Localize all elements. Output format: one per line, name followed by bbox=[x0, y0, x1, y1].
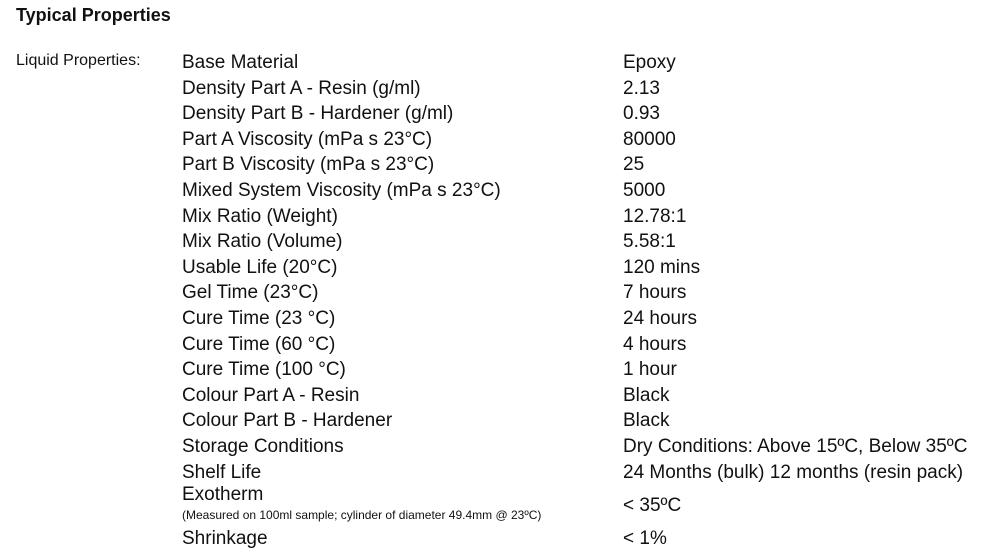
property-name: Mixed System Viscosity (mPa s 23°C) bbox=[182, 179, 501, 201]
property-name: Storage Conditions bbox=[182, 435, 344, 457]
property-row bbox=[182, 50, 1002, 76]
property-name: Density Part A - Resin (g/ml) bbox=[182, 77, 421, 99]
property-row bbox=[182, 255, 1002, 281]
property-row bbox=[182, 485, 1002, 526]
property-value: Dry Conditions: Above 15ºC, Below 35ºC bbox=[623, 435, 968, 457]
property-row bbox=[182, 280, 1002, 306]
properties-table bbox=[182, 50, 1002, 552]
property-row bbox=[182, 460, 1002, 486]
property-value: 120 mins bbox=[623, 256, 701, 278]
property-row bbox=[182, 383, 1002, 409]
property-row bbox=[182, 526, 1002, 552]
property-name: Cure Time (23 °C) bbox=[182, 307, 336, 329]
property-note: (Measured on 100ml sample; cylinder of diameter 49.4mm @ 23ºC) bbox=[182, 508, 542, 523]
property-value: < 1% bbox=[623, 528, 667, 550]
property-value: 7 hours bbox=[623, 282, 687, 304]
property-name: Gel Time (23°C) bbox=[182, 282, 319, 304]
property-row bbox=[182, 434, 1002, 460]
property-value: < 35ºC bbox=[623, 495, 682, 517]
property-value: 4 hours bbox=[623, 333, 687, 355]
property-row bbox=[182, 204, 1002, 230]
property-row bbox=[182, 101, 1002, 127]
property-name: Mix Ratio (Volume) bbox=[182, 231, 343, 253]
property-value: Black bbox=[623, 410, 670, 432]
property-value: 80000 bbox=[623, 128, 676, 150]
property-value: 2.13 bbox=[623, 77, 660, 99]
property-name: Colour Part A - Resin bbox=[182, 384, 360, 406]
property-name: Colour Part B - Hardener bbox=[182, 410, 393, 432]
property-row bbox=[182, 152, 1002, 178]
property-row bbox=[182, 306, 1002, 332]
property-value: 24 Months (bulk) 12 months (resin pack) bbox=[623, 461, 964, 483]
property-name: Part A Viscosity (mPa s 23°C) bbox=[182, 128, 433, 150]
property-value: 24 hours bbox=[623, 307, 697, 329]
property-row bbox=[182, 178, 1002, 204]
property-value: 1 hour bbox=[623, 359, 677, 381]
property-name: Shrinkage bbox=[182, 528, 268, 550]
property-row bbox=[182, 332, 1002, 358]
property-name: Cure Time (60 °C) bbox=[182, 333, 336, 355]
property-row bbox=[182, 76, 1002, 102]
property-name: Cure Time (100 °C) bbox=[182, 359, 346, 381]
property-name-group bbox=[182, 484, 541, 523]
page-title: Typical Properties bbox=[16, 5, 171, 25]
property-name: Base Material bbox=[182, 52, 299, 73]
property-name: Usable Life (20°C) bbox=[182, 256, 338, 278]
property-row bbox=[182, 127, 1002, 153]
property-name: Exotherm bbox=[182, 484, 264, 506]
property-name: Part B Viscosity (mPa s 23°C) bbox=[182, 154, 435, 176]
property-row bbox=[182, 408, 1002, 434]
property-name: Shelf Life bbox=[182, 461, 262, 483]
property-name: Mix Ratio (Weight) bbox=[182, 205, 338, 227]
property-name: Density Part B - Hardener (g/ml) bbox=[182, 103, 454, 125]
property-row bbox=[182, 357, 1002, 383]
property-row bbox=[182, 229, 1002, 255]
property-value: Black bbox=[623, 384, 670, 406]
property-value: 12.78:1 bbox=[623, 205, 687, 227]
property-value: 5.58:1 bbox=[623, 231, 676, 253]
property-value: 25 bbox=[623, 154, 645, 176]
property-value: 0.93 bbox=[623, 103, 660, 125]
property-value: 5000 bbox=[623, 179, 666, 201]
section-label: Liquid Properties: bbox=[16, 52, 141, 69]
property-value: Epoxy bbox=[623, 52, 676, 73]
